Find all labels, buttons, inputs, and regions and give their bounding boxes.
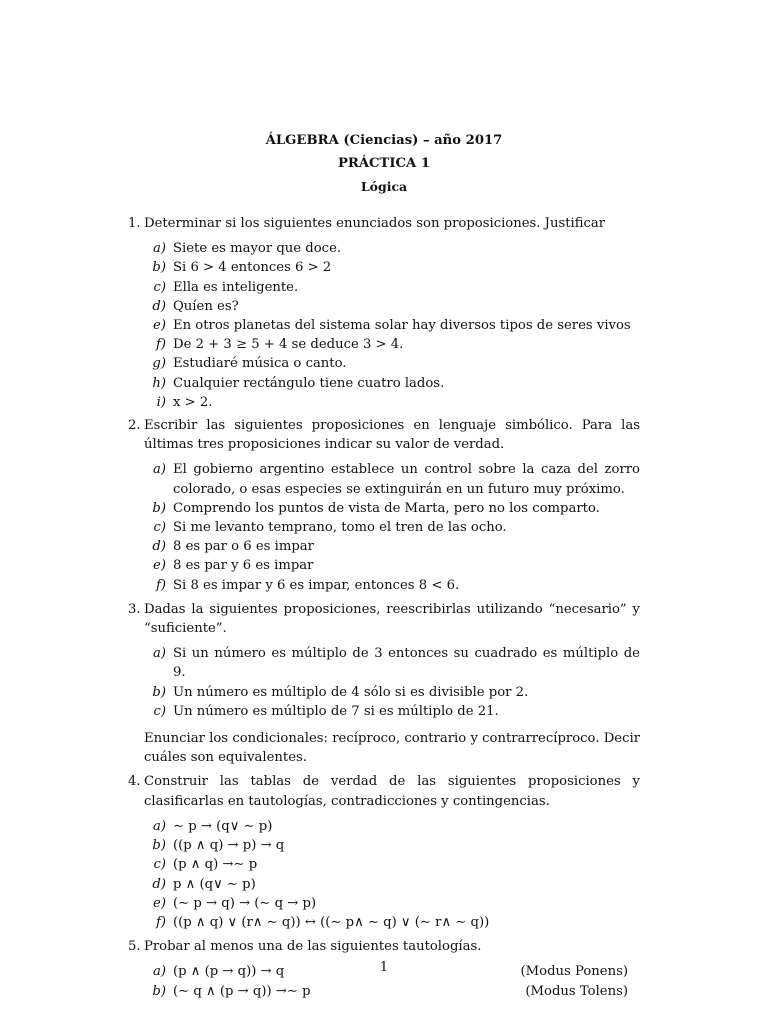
item-label: f) — [155, 914, 166, 930]
question-number: 4. — [128, 774, 141, 790]
item-text: 8 es par o 6 es impar — [173, 539, 314, 555]
item-label: g) — [152, 356, 166, 372]
list-item — [144, 374, 640, 393]
item-label: e) — [153, 558, 166, 574]
list-item — [144, 982, 640, 1001]
question-1 — [128, 214, 640, 412]
item-text: En otros planetas del sistema solar hay diversos tipos de seres vivos — [173, 318, 631, 334]
list-item — [144, 316, 640, 335]
question-stem: Probar al menos una de las siguientes tautologías. — [144, 939, 482, 955]
item-text: 8 es par y 6 es impar — [173, 558, 314, 574]
question-note: Enunciar los condicionales: recíproco, contrario y contrarrecíproco. Decir cuáles son equivalentes. — [144, 731, 640, 766]
item-label: f) — [155, 337, 166, 353]
item-text: Quíen es? — [173, 298, 239, 314]
item-label: e) — [153, 895, 166, 911]
list-item — [144, 855, 640, 874]
item-label: b) — [152, 838, 166, 854]
item-text: x > 2. — [173, 394, 213, 410]
formula: (∼ p → q) → (∼ q → p) — [173, 895, 317, 911]
item-label: c) — [153, 703, 166, 719]
formula: ((p ∧ q) → p) → q — [173, 838, 285, 854]
list-item — [144, 702, 640, 721]
question-stem: Determinar si los siguientes enunciados son proposiciones. Justificar — [144, 216, 606, 231]
list-item — [144, 913, 640, 932]
rule-name: (Modus Tolens) — [525, 983, 628, 999]
item-label: a) — [152, 818, 166, 834]
item-text: Si me levanto temprano, tomo el tren de las ocho. — [173, 520, 507, 536]
list-item — [144, 644, 640, 682]
list-item — [144, 576, 640, 595]
list-item — [144, 894, 640, 913]
item-text: Si un número es múltiplo de 3 entonces su cuadrado es múltiplo de 9. — [173, 646, 640, 681]
item-text: Siete es mayor que doce. — [173, 241, 342, 257]
formula: ∼ p → (q∨ ∼ p) — [173, 818, 273, 834]
item-label: e) — [153, 318, 166, 334]
item-label: a) — [152, 646, 166, 662]
item-label: a) — [152, 964, 166, 980]
item-text: Ella es inteligente. — [173, 279, 299, 295]
item-list — [144, 239, 640, 412]
course-title: ÁLGEBRA (Ciencias) – año 2017 — [265, 133, 503, 148]
list-item — [144, 297, 640, 316]
item-text: El gobierno argentino establece un control sobre la caza del zorro colorado, o esas especies se extinguirán en un futuro muy próximo. — [173, 462, 640, 497]
item-label: c) — [153, 520, 166, 536]
item-label: a) — [152, 462, 166, 478]
question-stem: Dadas la siguientes proposiciones, reescribirlas utilizando “necesario” y “suficiente”. — [144, 601, 640, 637]
item-label: i) — [156, 394, 166, 410]
topic-title: Lógica — [360, 179, 408, 194]
practice-title: PRÁCTICA 1 — [337, 156, 431, 171]
list-item — [144, 258, 640, 277]
question-2 — [128, 416, 640, 595]
formula: (p ∧ q) →∼ p — [173, 857, 258, 873]
page-number: 1 — [379, 960, 389, 975]
formula: (p ∧ (p → q)) → q — [173, 964, 285, 980]
item-label: b) — [152, 500, 166, 516]
item-label: c) — [153, 857, 166, 873]
list-item — [144, 836, 640, 855]
item-text: Comprendo los puntos de vista de Marta, pero no los comparto. — [173, 500, 600, 516]
item-label: a) — [152, 241, 166, 257]
formula: (∼ q ∧ (p → q)) →∼ p — [173, 983, 311, 999]
list-item — [144, 393, 640, 412]
list-item — [144, 875, 640, 894]
list-item — [144, 537, 640, 556]
question-number: 1. — [128, 216, 141, 231]
item-label: d) — [152, 876, 166, 892]
exercise-list — [128, 214, 640, 1007]
item-list — [144, 817, 640, 932]
item-text: Si 8 es impar y 6 es impar, entonces 8 < 6. — [173, 577, 460, 593]
item-text: Estudiaré música o canto. — [173, 356, 347, 372]
item-text: De 2 + 3 ≥ 5 + 4 se deduce 3 > 4. — [173, 337, 404, 353]
item-list — [144, 644, 640, 721]
list-item — [144, 335, 640, 354]
rule-name: (Modus Ponens) — [520, 964, 628, 980]
list-item — [144, 817, 640, 836]
question-number: 5. — [128, 939, 141, 955]
list-item — [144, 354, 640, 373]
item-label: d) — [152, 298, 166, 314]
item-label: b) — [152, 983, 166, 999]
question-number: 3. — [128, 601, 141, 617]
question-4 — [128, 772, 640, 932]
question-stem: Construir las tablas de verdad de las siguientes proposiciones y clasificarlas en tautologías, contradicciones y contingencias. — [144, 774, 640, 809]
item-label: d) — [152, 539, 166, 555]
list-item — [144, 499, 640, 518]
list-item — [144, 683, 640, 702]
list-item — [144, 556, 640, 575]
item-list — [144, 460, 640, 594]
question-number: 2. — [128, 418, 141, 434]
item-label: b) — [152, 260, 166, 276]
question-stem: Escribir las siguientes proposiciones en lenguaje simbólico. Para las últimas tres proposiciones indicar su valor de verdad. — [144, 418, 640, 453]
list-item — [144, 460, 640, 498]
item-label: c) — [153, 279, 166, 295]
formula: ((p ∧ q) ∨ (r∧ ∼ q)) ↔ ((∼ p∧ ∼ q) ∨ (∼ r∧ ∼ q)) — [173, 914, 490, 930]
item-label: h) — [152, 375, 166, 391]
item-label: f) — [155, 577, 166, 593]
item-text: Un número es múltiplo de 4 sólo si es divisible por 2. — [173, 684, 529, 700]
question-3 — [128, 600, 640, 768]
item-text: Si 6 > 4 entonces 6 > 2 — [173, 260, 332, 276]
list-item — [144, 518, 640, 537]
item-text: Un número es múltiplo de 7 si es múltiplo de 21. — [173, 703, 499, 719]
item-label: b) — [152, 684, 166, 700]
item-text: Cualquier rectángulo tiene cuatro lados. — [173, 375, 445, 391]
list-item — [144, 239, 640, 258]
document-header — [0, 129, 768, 198]
list-item — [144, 278, 640, 297]
formula: p ∧ (q∨ ∼ p) — [173, 876, 256, 892]
